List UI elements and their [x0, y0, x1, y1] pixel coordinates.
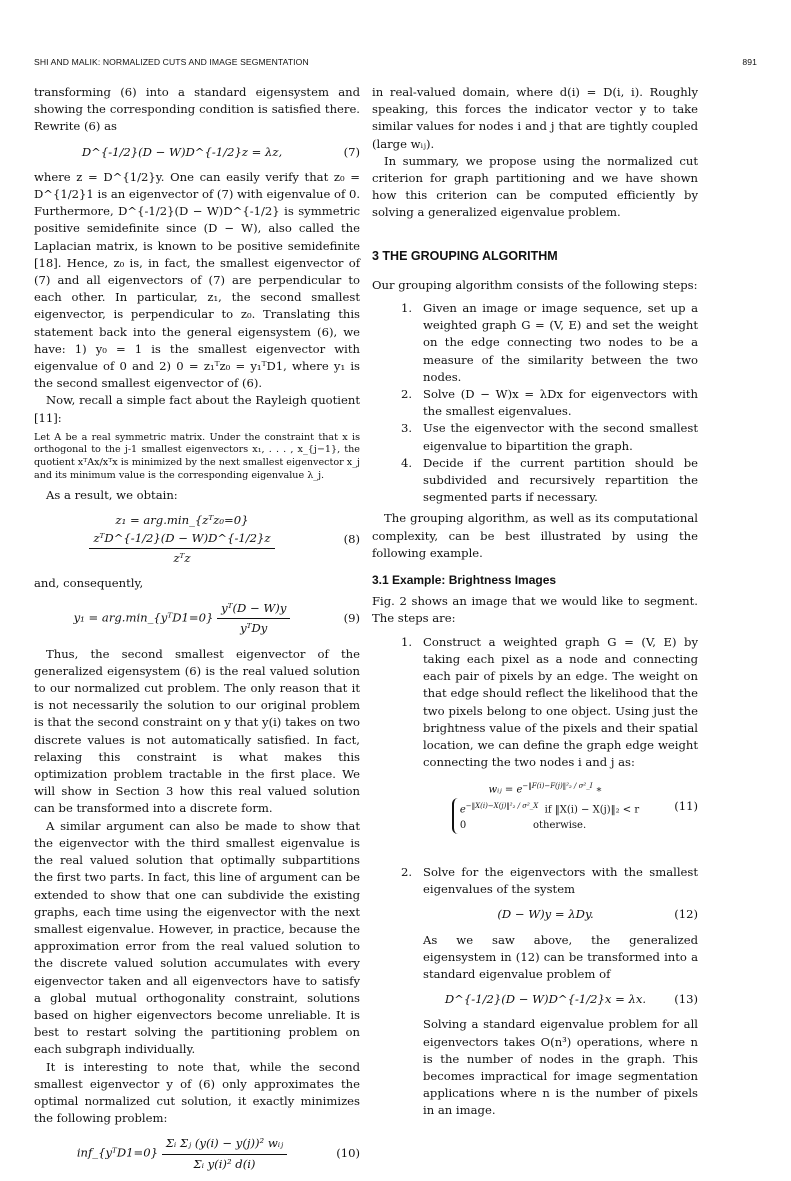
example-steps — [372, 634, 698, 1120]
numerator: zᵀD^{-1/2}(D − W)D^{-1/2}z — [89, 530, 274, 549]
denominator: Σᵢ y(i)² d(i) — [193, 1156, 256, 1171]
paragraph: Solving a standard eigenvalue problem for all eigenvectors takes O(n³) operations, where n is the number of nodes in the graph. This becomes impractical for image segmentation applications where n is the number of pixels in an image. — [423, 1017, 698, 1118]
rayleigh-quote: Let A be a real symmetric matrix. Under the constraint that x is orthogonal to the j-1 smallest eigenvectors x₁, . . . , x_{j−1}, the quotient xᵀAx/xᵀx is minimized by the next smallest eigenvector x_j and its minimum value is the corresponding eigenvalue λ_j. — [34, 431, 360, 481]
paragraph: The grouping algorithm, as well as its computational complexity, can be best illustrated by using the following example. — [372, 511, 698, 560]
equation-9 — [34, 600, 360, 637]
page-number: 891 — [742, 57, 757, 67]
equation-number: (9) — [343, 611, 360, 626]
equation-13 — [423, 991, 698, 1008]
numerator: yᵀ(D − W)y — [217, 600, 290, 619]
paragraph: Now, recall a simple fact about the Rayleigh quotient [11]: — [34, 393, 360, 425]
running-title: SHI AND MALIK: NORMALIZED CUTS AND IMAGE SEGMENTATION — [34, 57, 309, 67]
equation-10 — [34, 1135, 360, 1172]
list-item: 2. Solve (D − W)x = λDx for eigenvectors with the smallest eigenvalues. — [400, 387, 698, 419]
left-column — [34, 84, 360, 1181]
paragraph: Fig. 2 shows an image that we would like to segment. The steps are: — [372, 594, 698, 626]
case-value: 0 — [459, 819, 467, 831]
fraction — [217, 600, 290, 637]
list-item: 2. Solve for the eigenvectors with the smallest eigenvalues of the system (D − W)y = λDy. (12) As we saw above, the generalized eigensystem in (12) can be transformed into a standard eigenvalue problem of D^{-1/2}(D − W)D^{-1/2}x = λx. (13) Solving a standard eigenvalue problem for all eigenvectors takes O(n³) operations, where n is the number of nodes in the graph. This becomes impractical for image segmentation applications where n is the number of pixels in an image. — [372, 864, 698, 1120]
equation-body — [34, 512, 330, 567]
paragraph: Thus, the second smallest eigenvector of the generalized eigensystem (6) is the real valued solution to our normalized cut problem. The only reason that it is not necessarily the solution to our original problem is that the second constraint on y that y(i) takes on two discrete values is not automatically satisfied. In fact, relaxing this constraint is what makes this optimization problem tractable in the first place. We will show in Section 3 how this real valued solution can be transformed into a discrete form. — [34, 646, 360, 816]
list-item: 1. Construct a weighted graph G = (V, E) by taking each pixel as a node and connecting each pair of pixels by an edge. The weight on that edge should reflect the likelihood that the two pixels belong to one object. Using just the brightness value of the pixels and their spatial location, we can define the graph edge weight connecting the two nodes i and j as: wᵢⱼ = $e^{-‖F(i)-F(j)‖^2_2 / \sigma^2\_I}$ ∗ $e^{-‖X(i)-X(j)‖^2_2 / \sigma^2\_X}$ if ‖X(i) − X(j)‖₂ < r 0 otherwise. (11) — [372, 634, 698, 842]
step-text: Construct a weighted graph G = (V, E) by taking each pixel as a node and connecting each pair of pixels by an edge. The weight on that edge should reflect the likelihood that the two pixels belong to one object. Using just the brightness value of the pixels and their spatial location, we can define the graph edge weight connecting the two nodes i and j as: — [423, 634, 698, 770]
condition: if ‖X(i) − X(j)‖₂ < r — [544, 803, 640, 815]
equation-body: wᵢⱼ = $e^{-‖F(i)-F(j)‖^2_2 / \sigma^2\_I}$ ∗ $e^{-‖X(i)-X(j)‖^2_2 / \sigma^2\_X}$ if ‖X(i) − X(j)‖₂ < r 0 otherwise. — [423, 779, 668, 834]
paragraph: where z = D^{1/2}y. One can easily verify that z₀ = D^{1/2}1 is an eigenvector of (7) with eigenvalue of 0. Furthermore, D^{-1/2}(D − W)D^{-1/2} is symmetric positive semidefinite since (D − W), also called the Laplacian matrix, is known to be positive semidefinite [18]. Hence, z₀ is, in fact, the smallest eigenvector of (7) and all eigenvectors of (7) are perpendicular to each other. In particular, z₁, the second smallest eigenvector, is perpendicular to z₀. Translating this statement back into the general eigensystem (6), we have: 1) y₀ = 1 is the smallest eigenvector with eigenvalue of 0 and 2) 0 = z₁ᵀz₀ = y₁ᵀD1, where y₁ is the second smallest eigenvector of (6). — [34, 169, 361, 391]
equation-lhs: wᵢⱼ = e — [488, 784, 523, 796]
equation-lhs: inf_{yᵀD1=0} — [76, 1146, 159, 1161]
list-item: 4. Decide if the current partition should be subdivided and recursively repartition the segmented parts if necessary. — [400, 455, 698, 505]
equation-12 — [423, 906, 698, 923]
step-text: Solve for the eigenvectors with the smallest eigenvalues of the system — [423, 864, 698, 897]
list-item: 3. Use the eigenvector with the second smallest eigenvalue to bipartition the graph. — [400, 421, 698, 453]
denominator: zᵀz — [173, 550, 191, 565]
paragraph: in real-valued domain, where d(i) = D(i, i). Roughly speaking, this forces the indicator vector y to take similar values for nodes i and j that are tightly coupled (large wᵢⱼ). — [372, 85, 698, 151]
exponent: −‖F(i)−F(j)‖²₂ / σ²_I — [522, 782, 593, 791]
equation-lhs: y₁ = arg.min_{yᵀD1=0} — [73, 610, 214, 625]
section-heading: 3 THE GROUPING ALGORITHM — [372, 248, 558, 263]
equation-7 — [34, 144, 360, 161]
equation-number: (11) — [674, 799, 698, 814]
denominator: yᵀDy — [240, 621, 268, 636]
fraction — [162, 1135, 287, 1172]
equation-number: (12) — [674, 907, 698, 922]
equation-number: (7) — [343, 144, 360, 159]
paragraph: In summary, we propose using the normalized cut criterion for graph partitioning and we have shown how this criterion can be computed efficiently by solving a generalized eigenvalue problem. — [372, 153, 698, 220]
equation-8 — [34, 512, 360, 567]
paragraph: As we saw above, the generalized eigensystem in (12) can be transformed into a standard eigenvalue problem of — [423, 932, 698, 981]
equation-number: (8) — [343, 532, 360, 547]
exponent: −‖X(i)−X(j)‖²₂ / σ²_X — [465, 801, 539, 810]
paragraph: A similar argument can also be made to show that the eigenvector with the third smallest eigenvalue is the real valued solution that optimally subpartitions the first two parts. In fact, this line of argument can be extended to show that one can subdivide the existing graphs, each time using the eigenvector with the next smallest eigenvalue. However, in practice, because the approximation error from the real valued solution to the discrete valued solution accumulates with every eigenvector taken and all eigenvectors have to satisfy a global mutual orthogonality constraint, solutions based on higher eigenvectors become unreliable. It is best to restart solving the partitioning problem on each subgraph individually. — [34, 818, 360, 1057]
subsection-heading: 3.1 Example: Brightness Images — [372, 573, 557, 588]
paragraph: transforming (6) into a standard eigensystem and showing the corresponding condition is satisfied there. Rewrite (6) as — [34, 85, 360, 134]
equation-lhs: z₁ = arg.min_{zᵀz₀=0} — [115, 513, 249, 528]
equation-body — [34, 1135, 330, 1172]
equation-body: D^{-1/2}(D − W)D^{-1/2}x = λx. — [444, 992, 647, 1007]
equation-number: (13) — [674, 992, 698, 1007]
paragraph: As a result, we obtain: — [46, 488, 178, 503]
numerator: Σᵢ Σⱼ (y(i) − y(j))² wᵢⱼ — [162, 1135, 287, 1154]
right-column — [372, 84, 698, 1124]
condition: otherwise. — [532, 819, 587, 831]
cases-brace: $e^{-‖X(i)-X(j)‖^2_2 / \sigma^2\_X}$ if ‖X(i) − X(j)‖₂ < r 0 otherwise. — [452, 798, 639, 834]
equation-11 — [423, 779, 698, 834]
paragraph: and, consequently, — [34, 576, 144, 591]
algorithm-steps — [372, 300, 698, 506]
paragraph: Our grouping algorithm consists of the following steps: — [372, 277, 698, 292]
equation-body — [34, 600, 330, 637]
equation-body: (D − W)y = λDy. — [497, 907, 594, 922]
equation-number: (10) — [336, 1146, 360, 1161]
list-item: 1. Given an image or image sequence, set up a weighted graph G = (V, E) and set the weight on the edge connecting two nodes to be a measure of the similarity between the two nodes. — [400, 301, 698, 384]
paragraph: It is interesting to note that, while the second smallest eigenvector y of (6) only approximates the optimal normalized cut solution, it exactly minimizes the following problem: — [34, 1059, 360, 1126]
equation-body: D^{-1/2}(D − W)D^{-1/2}z = λz, — [81, 144, 283, 159]
fraction — [89, 530, 274, 567]
